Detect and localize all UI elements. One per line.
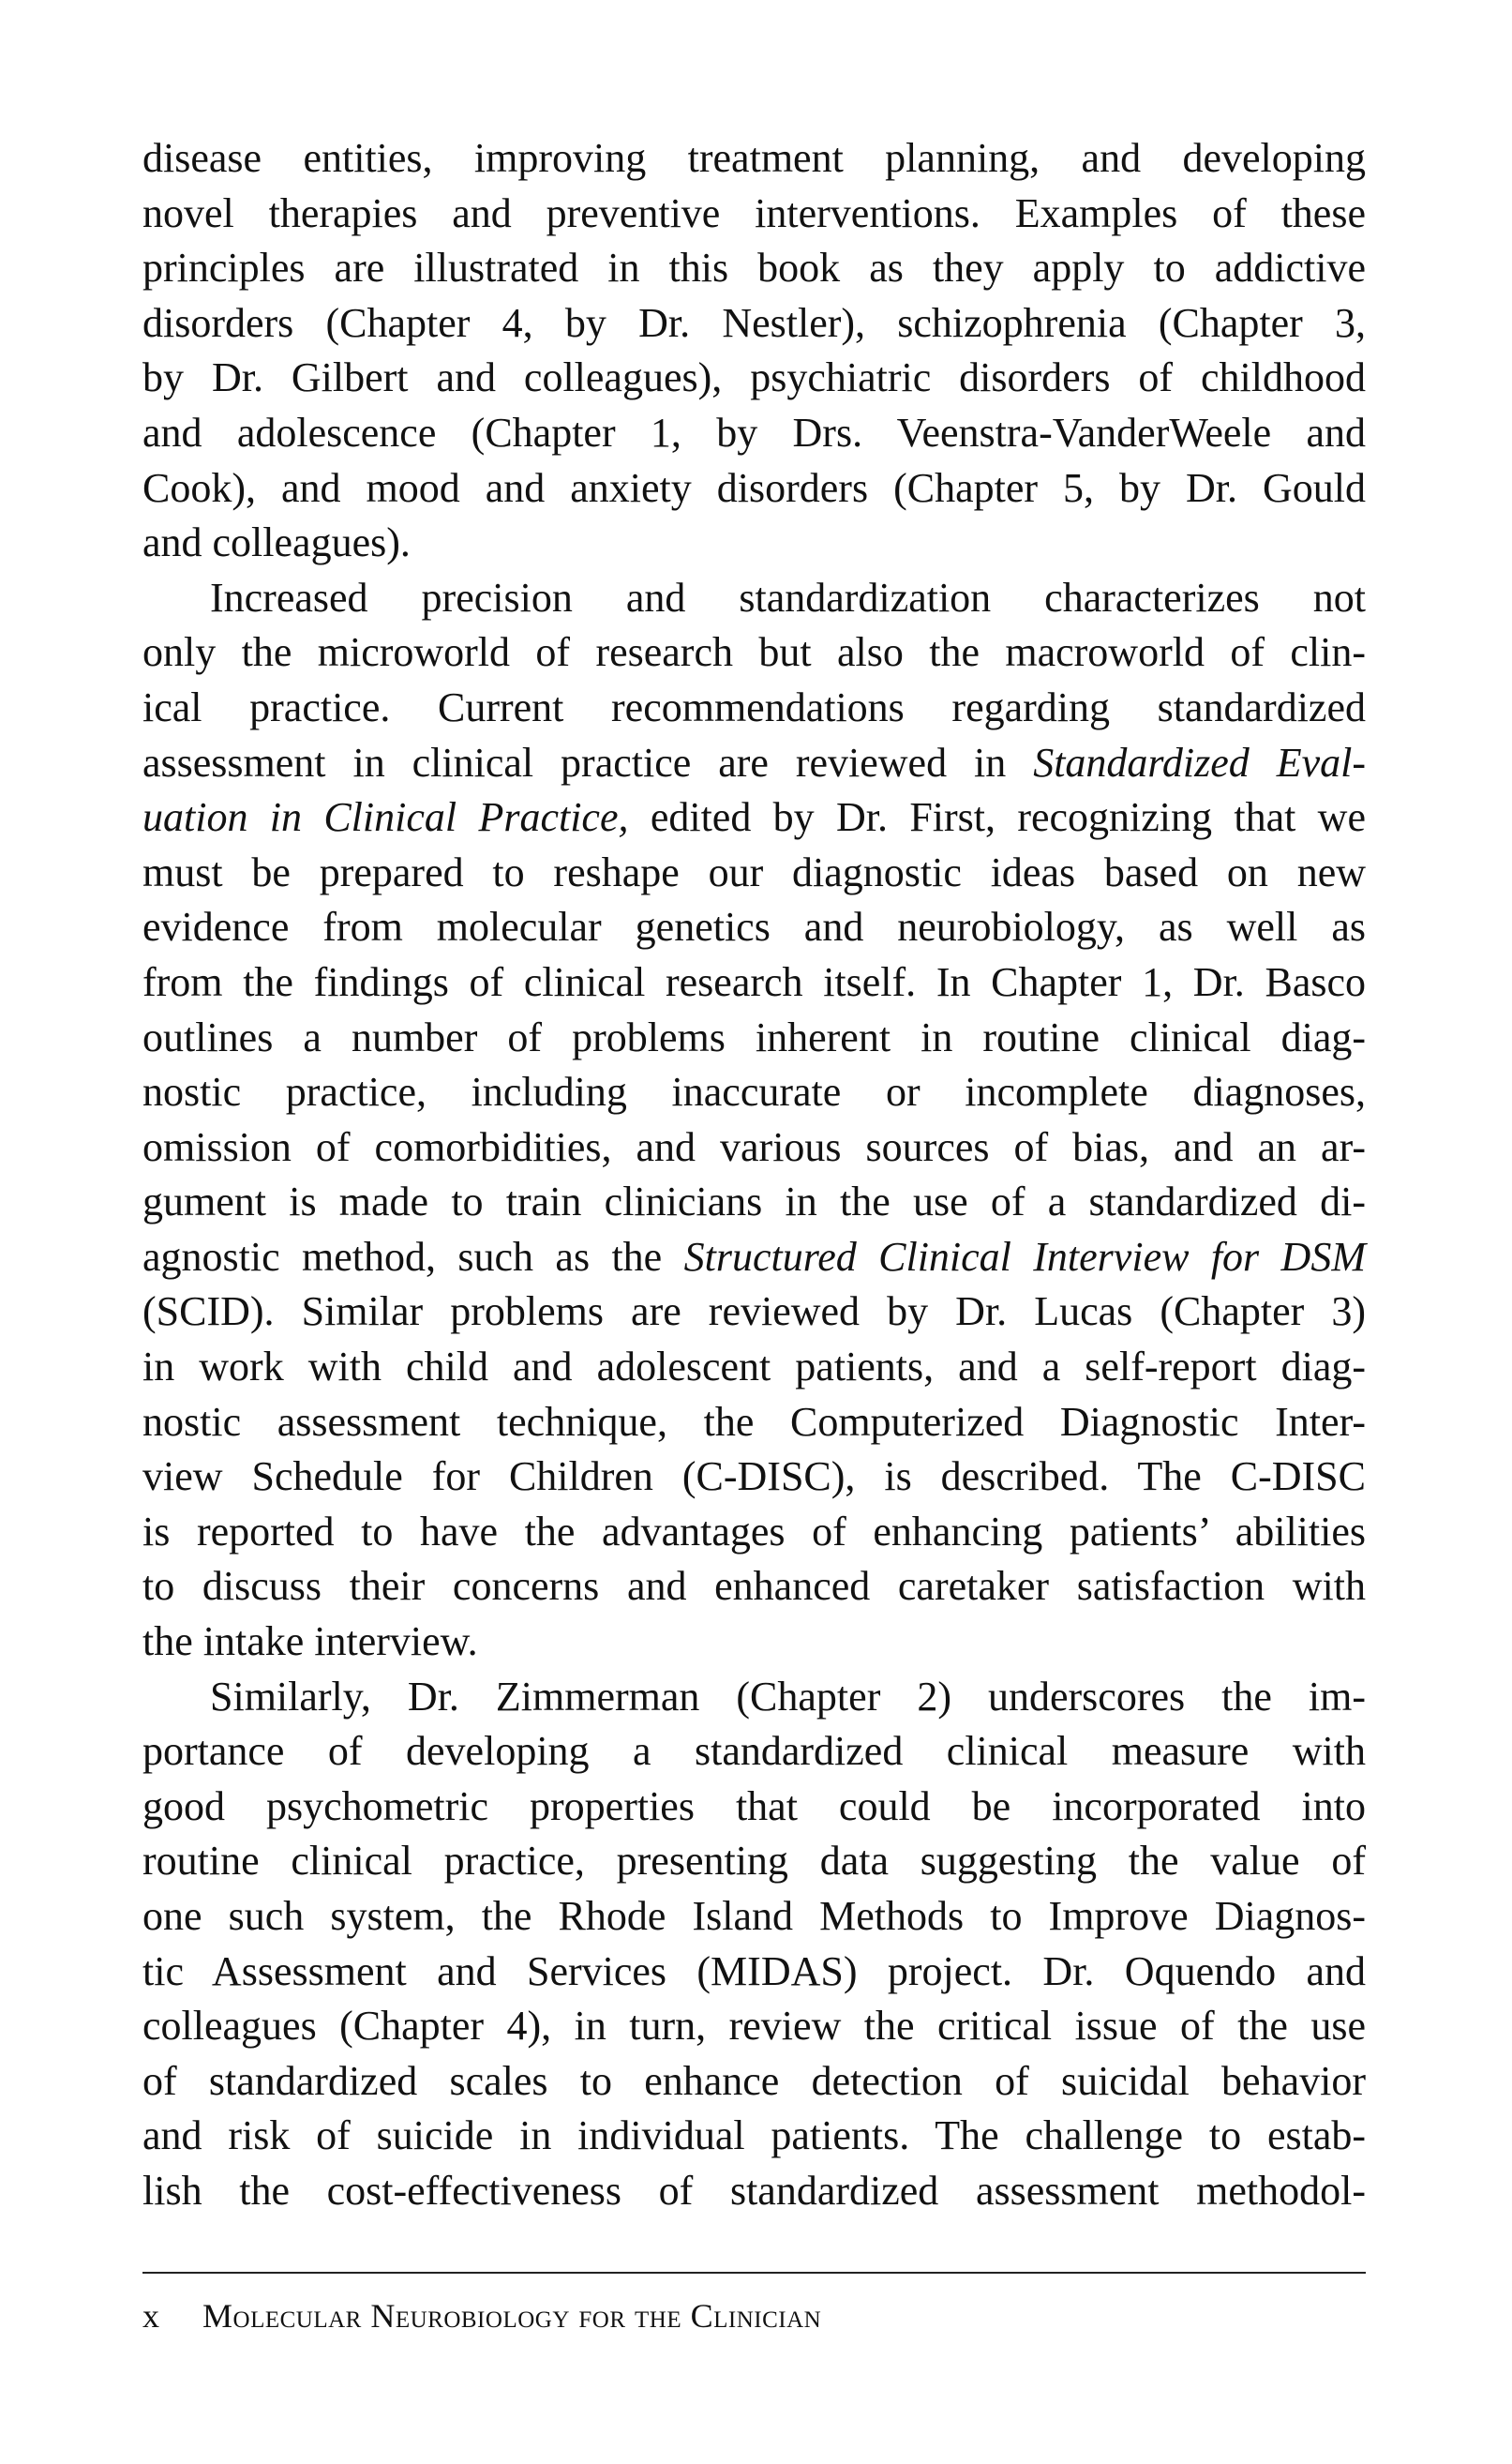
- text-line: lish the cost-effectiveness of standardized assessment methodol-: [142, 2167, 1366, 2214]
- text-line: portance of developing a standardized clinical measure with: [142, 1728, 1366, 1775]
- text-line: view Schedule for Children (C-DISC), is described. The C-DISC: [142, 1453, 1366, 1500]
- text-line: Increased precision and standardization characterizes not: [210, 574, 1366, 621]
- text-line: by Dr. Gilbert and colleagues), psychiatric disorders of childhood: [142, 354, 1366, 401]
- paragraph-2: [142, 571, 1366, 1670]
- text-line: uation in Clinical Practice, edited by Dr. First, recognizing that we: [142, 794, 1366, 841]
- paragraph-1: [142, 131, 1366, 571]
- text-line: one such system, the Rhode Island Methods to Improve Diagnos-: [142, 1893, 1366, 1939]
- footer-rule: [142, 2272, 1366, 2274]
- text-line: of standardized scales to enhance detection of suicidal behavior: [142, 2057, 1366, 2104]
- text-line: agnostic method, such as the Structured Clinical Interview for DSM: [142, 1233, 1366, 1280]
- text-line: gument is made to train clinicians in the use of a standardized di-: [142, 1179, 1366, 1225]
- italic-title: Structured Clinical Interview for DSM: [683, 1233, 1366, 1280]
- page-number: x: [142, 2297, 159, 2335]
- text-line: nostic assessment technique, the Computerized Diagnostic Inter-: [142, 1398, 1366, 1445]
- italic-title: Standardized Eval-: [1033, 739, 1366, 786]
- text-line: ical practice. Current recommendations regarding standardized: [142, 684, 1366, 730]
- text-line: Cook), and mood and anxiety disorders (Chapter 5, by Dr. Gould: [142, 464, 1366, 511]
- text-line: evidence from molecular genetics and neurobiology, as well as: [142, 904, 1366, 951]
- text-line: from the findings of clinical research itself. In Chapter 1, Dr. Basco: [142, 958, 1366, 1005]
- page-footer: [142, 2295, 1366, 2336]
- text-line: only the microworld of research but also the macroworld of clin-: [142, 629, 1366, 676]
- italic-title: uation in Clinical Practice,: [142, 794, 629, 841]
- text-line: tic Assessment and Services (MIDAS) project. Dr. Oquendo and: [142, 1947, 1366, 1994]
- text-line: (SCID). Similar problems are reviewed by Dr. Lucas (Chapter 3): [142, 1288, 1366, 1335]
- text-line: omission of comorbidities, and various sources of bias, and an ar-: [142, 1123, 1366, 1170]
- text-line: and risk of suicide in individual patients. The challenge to estab-: [142, 2112, 1366, 2159]
- text-line: colleagues (Chapter 4), in turn, review the critical issue of the use: [142, 2003, 1366, 2050]
- text-line: must be prepared to reshape our diagnostic ideas based on new: [142, 849, 1366, 895]
- text-line: Similarly, Dr. Zimmerman (Chapter 2) underscores the im-: [210, 1673, 1366, 1720]
- text-line: in work with child and adolescent patients, and a self-report diag-: [142, 1344, 1366, 1390]
- text-line: good psychometric properties that could be incorporated into: [142, 1782, 1366, 1829]
- text-line: outlines a number of problems inherent in routine clinical diag-: [142, 1014, 1366, 1060]
- text-line: disorders (Chapter 4, by Dr. Nestler), schizophrenia (Chapter 3,: [142, 299, 1366, 346]
- text-line: disease entities, improving treatment planning, and developing: [142, 135, 1366, 181]
- text-line: principles are illustrated in this book as they apply to addictive: [142, 245, 1366, 292]
- text-line: to discuss their concerns and enhanced caretaker satisfaction with: [142, 1563, 1366, 1610]
- paragraph-3: [142, 1670, 1366, 2219]
- text-line: assessment in clinical practice are reviewed in Standardized Eval-: [142, 739, 1366, 786]
- text-line: and adolescence (Chapter 1, by Drs. Veenstra-VanderWeele and: [142, 409, 1366, 456]
- text-line: the intake interview.: [142, 1618, 478, 1665]
- text-line: and colleagues).: [142, 519, 411, 566]
- running-head: Molecular Neurobiology for the Clinician: [202, 2297, 822, 2335]
- text-line: nostic practice, including inaccurate or incomplete diagnoses,: [142, 1069, 1366, 1116]
- text-line: routine clinical practice, presenting data suggesting the value of: [142, 1838, 1366, 1885]
- body-text: [142, 131, 1366, 2219]
- text-line: is reported to have the advantages of enhancing patients’ abilities: [142, 1508, 1366, 1555]
- text-line: novel therapies and preventive interventions. Examples of these: [142, 189, 1366, 236]
